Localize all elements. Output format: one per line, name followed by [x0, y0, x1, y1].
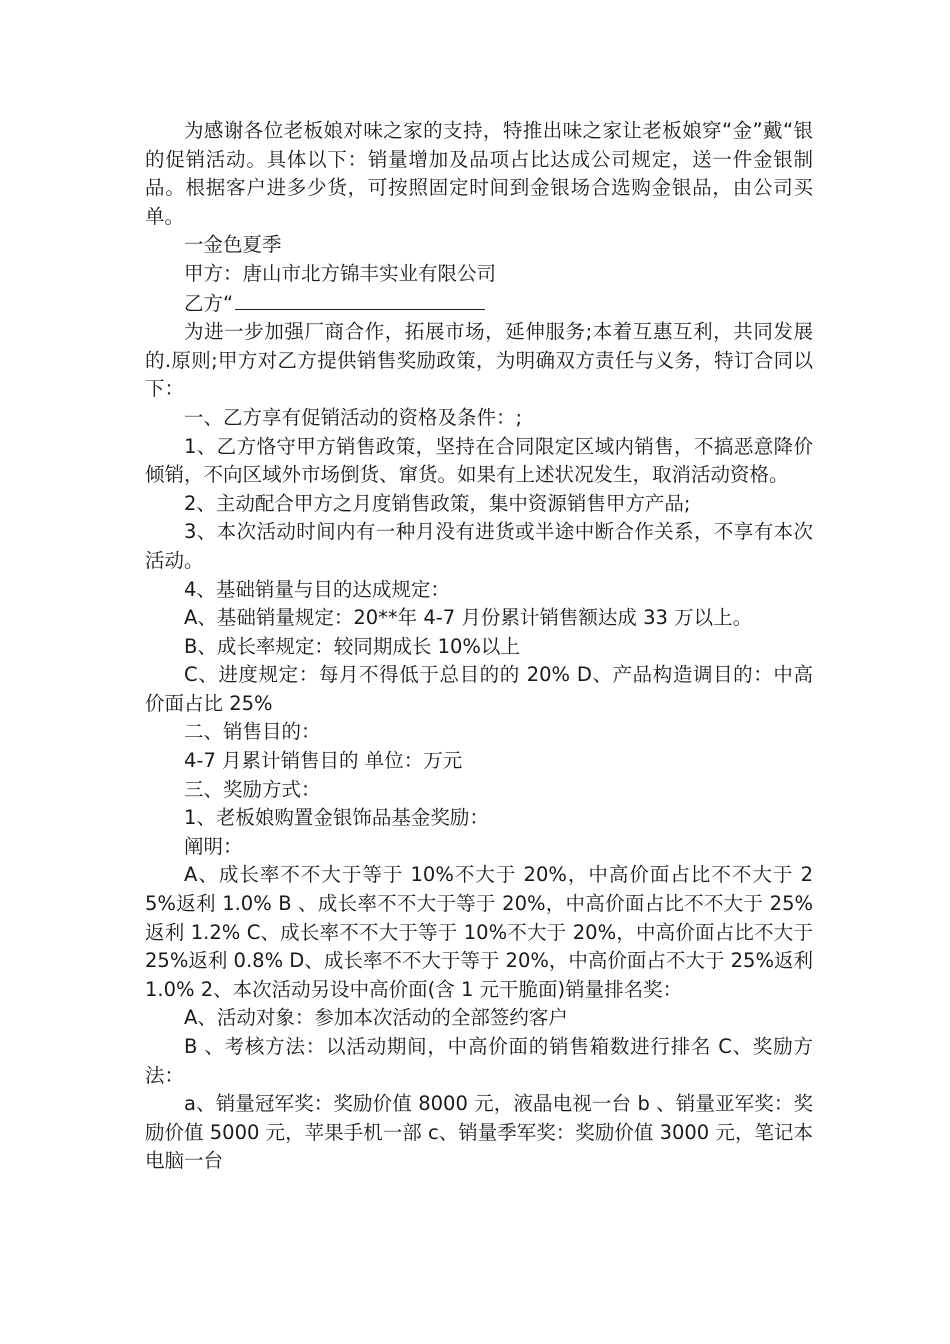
party-b-line	[145, 289, 813, 319]
clause-2: 2、主动配合甲方之月度销售政策，集中资源销售甲方产品;	[184, 491, 691, 515]
prizes-paragraph: a、销量冠军奖：奖励价值 8000 元，液晶电视一台 b 、销量亚军奖：奖励价值 5000 元，苹果手机一部 c、销量季军奖：奖励价值 3000 元，笔记本电脑一台	[145, 1092, 813, 1173]
party-a-line: 甲方：唐山市北方锦丰实业有限公司	[184, 261, 497, 285]
contract-preamble: 为进一步加强厂商合作，拓展市场，延伸服务;本着互惠互利，共同发展的.原则;甲方对乙方提供销售奖励政策，为明确双方责任与义务，特订合同以下：	[145, 320, 813, 401]
sales-target-line: 4-7 月累计销售目的 单位：万元	[184, 749, 463, 773]
reward-1-heading: 1、老板娘购置金银饰品基金奖励：	[184, 806, 489, 830]
explanation-label: 阐明：	[184, 834, 243, 858]
section-heading-golden-summer: 一金色夏季	[184, 233, 282, 257]
section-1-heading: 一、乙方享有促销活动的资格及条件：;	[184, 405, 523, 429]
activity-target-line: A、活动对象：参加本次活动的全部签约客户	[184, 1006, 568, 1030]
assessment-method-line: B 、考核方法：以活动期间，中高价面的销售箱数进行排名 C、奖励方法：	[145, 1035, 813, 1087]
intro-paragraph: 为感谢各位老板娘对味之家的支持，特推出味之家让老板娘穿“金”戴“银的促销活动。具体以下：销量增加及品项占比达成公司规定，送一件金银制品。根据客户进多少货，可按照固定时间到金银场合选购金银品，由公司买单。	[145, 119, 813, 228]
section-2-heading: 二、销售目的：	[184, 720, 321, 744]
clause-4: 4、基础销量与目的达成规定：	[184, 577, 450, 601]
party-b-label: 乙方“	[184, 291, 234, 315]
clause-3: 3、本次活动时间内有一种月没有进货或半途中断合作关系，不享有本次活动。	[145, 520, 813, 572]
rebate-rules-paragraph: A、成长率不不大于等于 10%不大于 20%，中高价面占比不不大于 25%返利 1.0% B 、成长率不不大于等于 20%，中高价面占比不不大于 25%返利 1.2% C、成长率不不大于等于 10%不大于 20%，中高价面占比不大于 25%返利 0.8% D、成长率不不大于等于 20%，中高价面占不大于 25%返利 1.0% 2、本次活动另设中高价面(含 1 元干脆面)销量排名奖：	[145, 863, 813, 1001]
clause-4b: B、成长率规定：较同期成长 10%以上	[184, 634, 520, 658]
document-page	[145, 117, 813, 1176]
clause-1: 1、乙方恪守甲方销售政策，坚持在合同限定区域内销售，不搞恶意降价倾销，不向区域外市场倒货、窜货。如果有上述状况发生，取消活动资格。	[145, 434, 813, 487]
section-3-heading: 三、奖励方式：	[184, 777, 321, 801]
clause-4a: A、基础销量规定：20**年 4-7 月份累计销售额达成 33 万以上。	[184, 606, 753, 630]
clause-4c: C、进度规定：每月不得低于总目的的 20% D、产品构造调目的：中高价面占比 25%	[145, 663, 813, 715]
party-b-blank-line	[235, 289, 485, 310]
